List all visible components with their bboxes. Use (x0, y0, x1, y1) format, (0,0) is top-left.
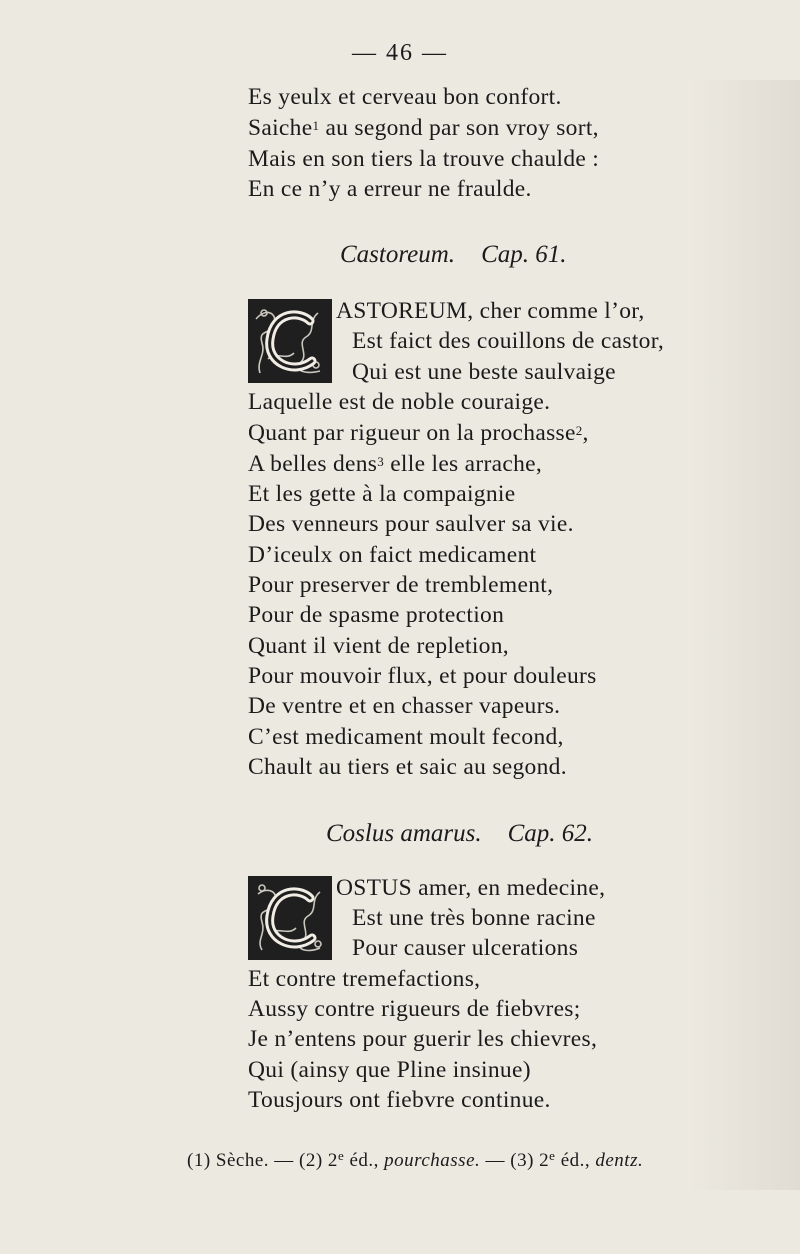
footnote-2-sup: e (337, 1148, 345, 1163)
verse-line: Tousjours ont fiebvre continue. (248, 1087, 551, 1113)
footnote-ref: 2 (575, 423, 583, 438)
verse-line: De ventre et en chasser vapeurs. (248, 693, 561, 719)
verse-line: Chault au tiers et saic au segond. (248, 754, 567, 780)
verse-line: Aussy contre rigueurs de fiebvres; (248, 996, 581, 1022)
show-through-shadow (690, 80, 800, 1190)
verse-line: C’est medicament moult fecond, (248, 724, 564, 750)
verse-line: OSTUS amer, en medecine, (336, 875, 606, 901)
verse-line: Des venneurs pour saulver sa vie. (248, 511, 574, 537)
verse-line: ASTOREUM, cher comme l’or, (336, 298, 645, 324)
page-number: — 46 — (352, 40, 448, 66)
verse-line: Quant il vient de repletion, (248, 633, 509, 659)
footnote-ref: 3 (377, 454, 385, 469)
verse-line: Qui (ainsy que Pline insinue) (248, 1057, 531, 1083)
footnote-3-text: éd., (555, 1150, 596, 1171)
verse-line: Et les gette à la compaignie (248, 481, 516, 507)
chapter-title: Castoreum. (340, 241, 456, 268)
chapter-number: Cap. 61. (481, 241, 567, 268)
footnote-2-variant: pourchasse. (384, 1150, 481, 1171)
verse-line: Qui est une beste saulvaige (352, 359, 616, 385)
chapter-heading (340, 241, 567, 269)
footnote-3: — (3) 2 (480, 1150, 550, 1171)
footnote-2-text: éd., (344, 1150, 385, 1171)
footnote-1: (1) Sèche. (187, 1150, 270, 1171)
chapter-title: Coslus amarus. (326, 820, 482, 847)
verse-line: Pour causer ulcerations (352, 935, 579, 961)
verse-line: D’iceulx on faict medicament (248, 542, 537, 568)
verse-line: Quant par rigueur on la prochasse$^2$, (248, 420, 589, 446)
verse-line: Es yeulx et cerveau bon confort. (248, 84, 562, 110)
footnote-ref: 1 (312, 118, 320, 133)
footnote-3-variant: dentz. (595, 1150, 644, 1171)
verse-line: Est une très bonne racine (352, 905, 596, 931)
verse-line: A belles dens$^3$ elle les arrache, (248, 451, 543, 477)
footnotes (187, 1150, 643, 1172)
verse-line: Mais en son tiers la trouve chaulde : (248, 146, 600, 172)
verse-line: Et contre tremefactions, (248, 966, 481, 992)
verse-line: Je n’entens pour guerir les chievres, (248, 1026, 598, 1052)
chapter-heading (326, 820, 593, 848)
verse-line: En ce n’y a erreur ne fraulde. (248, 176, 532, 202)
footnote-2: — (2) 2 (274, 1150, 338, 1171)
footnote-3-sup: e (549, 1148, 556, 1163)
ornamental-initial-c (248, 299, 332, 383)
ornamental-initial-c (248, 876, 332, 960)
verse-line: Pour de spasme protection (248, 602, 505, 628)
verse-line: Laquelle est de noble couraige. (248, 389, 551, 415)
verse-line: Est faict des couillons de castor, (352, 328, 665, 354)
chapter-number: Cap. 62. (507, 820, 594, 847)
verse-line: Saiche$^1$ au segond par son vroy sort, (248, 115, 599, 141)
verse-line: Pour mouvoir flux, et pour douleurs (248, 663, 597, 689)
verse-line: Pour preserver de tremblement, (248, 572, 554, 598)
